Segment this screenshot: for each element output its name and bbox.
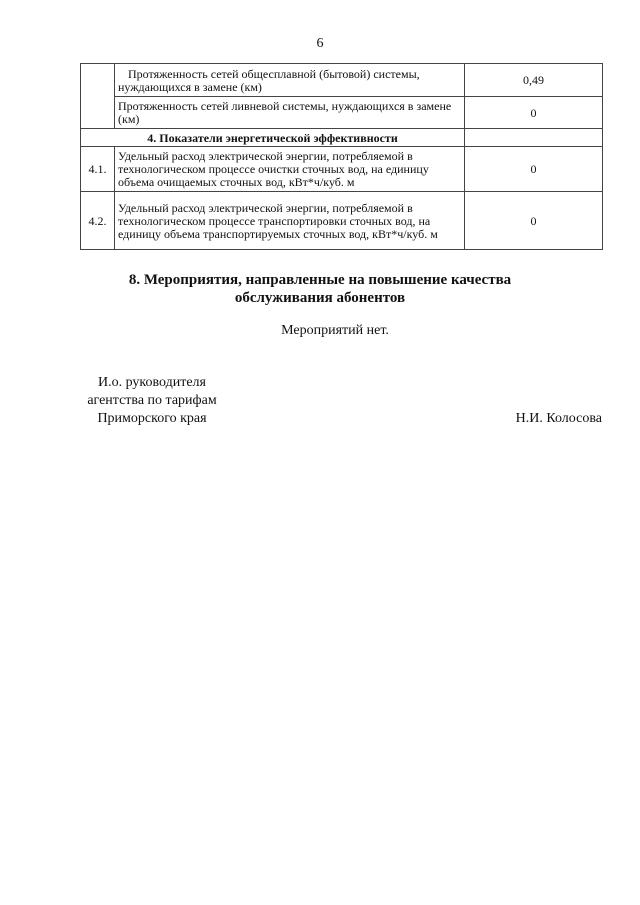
section-heading-line: обслуживания абонентов: [234, 290, 406, 306]
signatory-title-line: агентства по тарифам: [87, 393, 217, 408]
table-section-row: [81, 129, 603, 147]
signatory-title-line: Приморского края: [97, 411, 207, 426]
indicator-name-cell: Протяженность сетей общесплавной (бытовой) системы, нуждающихся в замене (км): [115, 64, 465, 97]
indicator-name-cell: Удельный расход электрической энергии, потребляемой в технологическом процессе очистки сточных вод, на единицу объема очищаемых сточных вод, кВт*ч/куб. м: [115, 147, 465, 192]
table-row: [81, 97, 603, 129]
table-row: [81, 64, 603, 97]
signatory-title-line: И.о. руководителя: [97, 375, 206, 390]
row-number-cell: [81, 64, 115, 129]
no-measures-text: Мероприятий нет.: [281, 323, 389, 338]
signatory-name: Н.И. Колосова: [515, 411, 602, 426]
indicator-name-cell: Протяженность сетей ливневой системы, нуждающихся в замене (км): [115, 97, 465, 129]
indicator-value-cell: 0: [465, 97, 603, 129]
indicators-table: [80, 63, 603, 250]
page-number: 6: [316, 36, 324, 51]
signatory-title: [72, 374, 232, 428]
table-row: [81, 192, 603, 250]
row-number-cell: 4.2.: [81, 192, 115, 250]
indicator-name-cell: Удельный расход электрической энергии, потребляемой в технологическом процессе транспортировки сточных вод, на единицу объема транспортируемых сточных вод, кВт*ч/куб. м: [115, 192, 465, 250]
row-number-cell: 4.1.: [81, 147, 115, 192]
indicator-value-cell: 0,49: [465, 64, 603, 97]
section-empty-cell: [465, 129, 603, 147]
section-heading: [0, 271, 640, 307]
table-row: [81, 147, 603, 192]
indicator-value-cell: 0: [465, 147, 603, 192]
section-heading-line: 8. Мероприятия, направленные на повышение качества: [128, 272, 512, 288]
indicator-value-cell: 0: [465, 192, 603, 250]
section-title-cell: 4. Показатели энергетической эффективности: [81, 129, 465, 147]
